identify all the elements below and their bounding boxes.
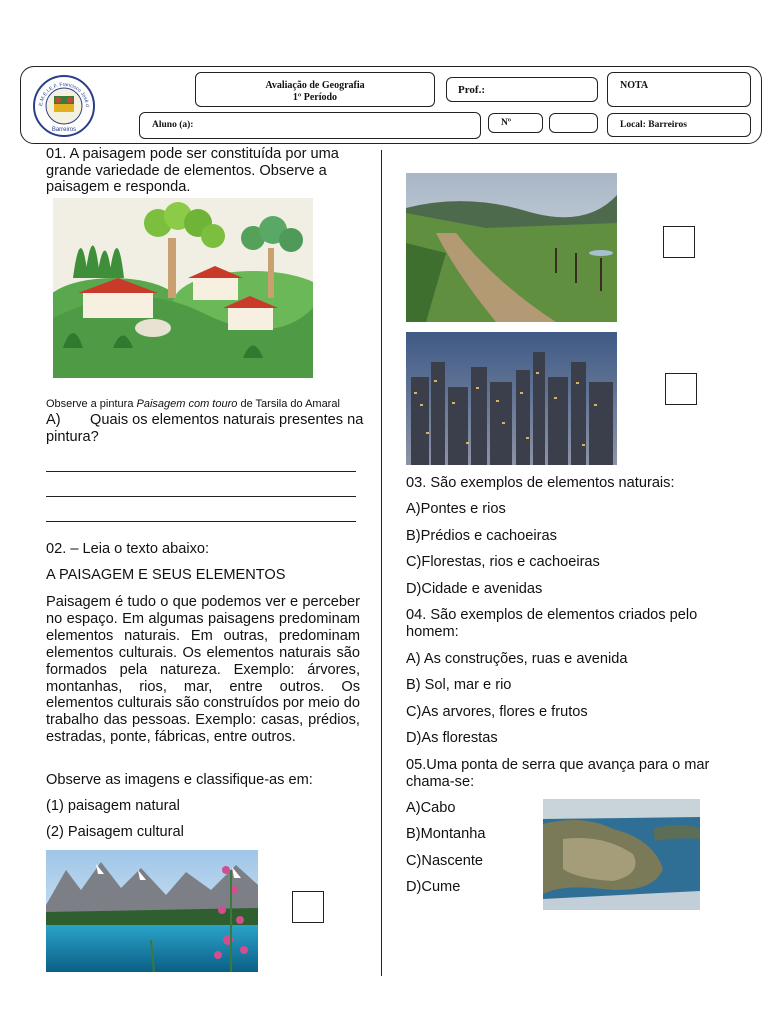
q1-a-text: Quais os elementos naturais presentes na pintura? bbox=[46, 412, 364, 445]
q4-option-b[interactable]: B) Sol, mar e rio bbox=[406, 677, 512, 693]
q2-intro: 02. – Leia o texto abaixo: bbox=[46, 541, 210, 557]
q3-option-c[interactable]: C)Florestas, rios e cachoeiras bbox=[406, 554, 600, 570]
prof-label: Prof.: bbox=[458, 84, 485, 96]
q4-option-c[interactable]: C)As arvores, flores e frutos bbox=[406, 704, 588, 720]
q3-option-d[interactable]: D)Cidade e avenidas bbox=[406, 581, 543, 597]
q5-option-b[interactable]: B)Montanha bbox=[406, 826, 486, 842]
q1-a-label: A) bbox=[46, 412, 61, 428]
numero-field[interactable] bbox=[488, 113, 543, 133]
q4-option-d[interactable]: D)As florestas bbox=[406, 730, 498, 746]
mountain-lake-image bbox=[46, 850, 258, 972]
exam-period: 1º Período bbox=[292, 92, 338, 103]
painting-caption bbox=[46, 398, 340, 410]
q4-question: 04. São exemplos de elementos criados pelo homem: bbox=[406, 607, 698, 640]
caption-post: de Tarsila do Amaral bbox=[237, 398, 340, 410]
caption-pre: Observe a pintura bbox=[46, 398, 137, 410]
local-label: Local: Barreiros bbox=[620, 120, 687, 130]
local-field bbox=[607, 113, 751, 137]
nota-field[interactable] bbox=[607, 72, 751, 107]
exam-title: Avaliação de Geografia bbox=[265, 80, 365, 91]
aluno-label: Aluno (a): bbox=[152, 120, 194, 130]
classify-checkbox-2[interactable] bbox=[663, 226, 695, 258]
answer-line-3[interactable] bbox=[46, 521, 356, 522]
rural-road-image bbox=[406, 173, 617, 322]
numero-value-field[interactable] bbox=[549, 113, 598, 133]
cape-aerial-image bbox=[543, 799, 700, 910]
logo-text-top: E.M.E.I.E.F. Francisco José d bbox=[38, 81, 91, 108]
q2-option-1: (1) paisagem natural bbox=[46, 798, 180, 814]
caption-italic: Paisagem com touro bbox=[136, 398, 238, 410]
q5-option-a[interactable]: A)Cabo bbox=[406, 800, 456, 816]
column-divider bbox=[381, 150, 382, 976]
classify-checkbox-3[interactable] bbox=[665, 373, 697, 405]
q5-option-c[interactable]: C)Nascente bbox=[406, 853, 484, 869]
q5-question: 05.Uma ponta de serra que avança para o mar chama-se: bbox=[406, 757, 710, 790]
q2-instruction: Observe as imagens e classifique-as em: bbox=[46, 772, 313, 788]
title-box bbox=[195, 72, 435, 107]
q4-option-a[interactable]: A) As construções, ruas e avenida bbox=[406, 651, 628, 667]
aluno-field[interactable] bbox=[139, 112, 481, 139]
q1-a bbox=[46, 412, 364, 445]
prof-field[interactable] bbox=[446, 77, 598, 102]
answer-line-1[interactable] bbox=[46, 471, 356, 472]
nota-label: NOTA bbox=[620, 80, 649, 91]
school-logo bbox=[32, 74, 96, 138]
q5-option-d[interactable]: D)Cume bbox=[406, 879, 461, 895]
q2-option-2: (2) Paisagem cultural bbox=[46, 824, 184, 840]
painting-image bbox=[53, 198, 313, 378]
q3-option-b[interactable]: B)Prédios e cachoeiras bbox=[406, 528, 557, 544]
answer-line-2[interactable] bbox=[46, 496, 356, 497]
logo-text-bottom: Barreiros bbox=[51, 127, 77, 133]
q3-question: 03. São exemplos de elementos naturais: bbox=[406, 475, 675, 491]
city-image bbox=[406, 332, 617, 465]
q2-body: Paisagem é tudo o que podemos ver e perceber no espaço. Em algumas paisagens predominam elementos naturais. Em outras, predominam elementos culturais. Os elementos naturais são formados pela natureza. Exemplo: árvores, montanhas, rios, mar, entre outros. Os elementos culturais são construídos por meio do trabalho das pessoas. Exemplo: casas, prédios, estradas, ponte, fábricas, entre outros. bbox=[46, 594, 360, 746]
numero-label: Nº bbox=[501, 118, 511, 128]
q1-intro: 01. A paisagem pode ser constituída por uma grande variedade de elementos. Observe a paisagem e responda. bbox=[46, 146, 339, 196]
classify-checkbox-1[interactable] bbox=[292, 891, 324, 923]
q2-heading: A PAISAGEM E SEUS ELEMENTOS bbox=[46, 567, 286, 583]
q3-option-a[interactable]: A)Pontes e rios bbox=[406, 501, 506, 517]
